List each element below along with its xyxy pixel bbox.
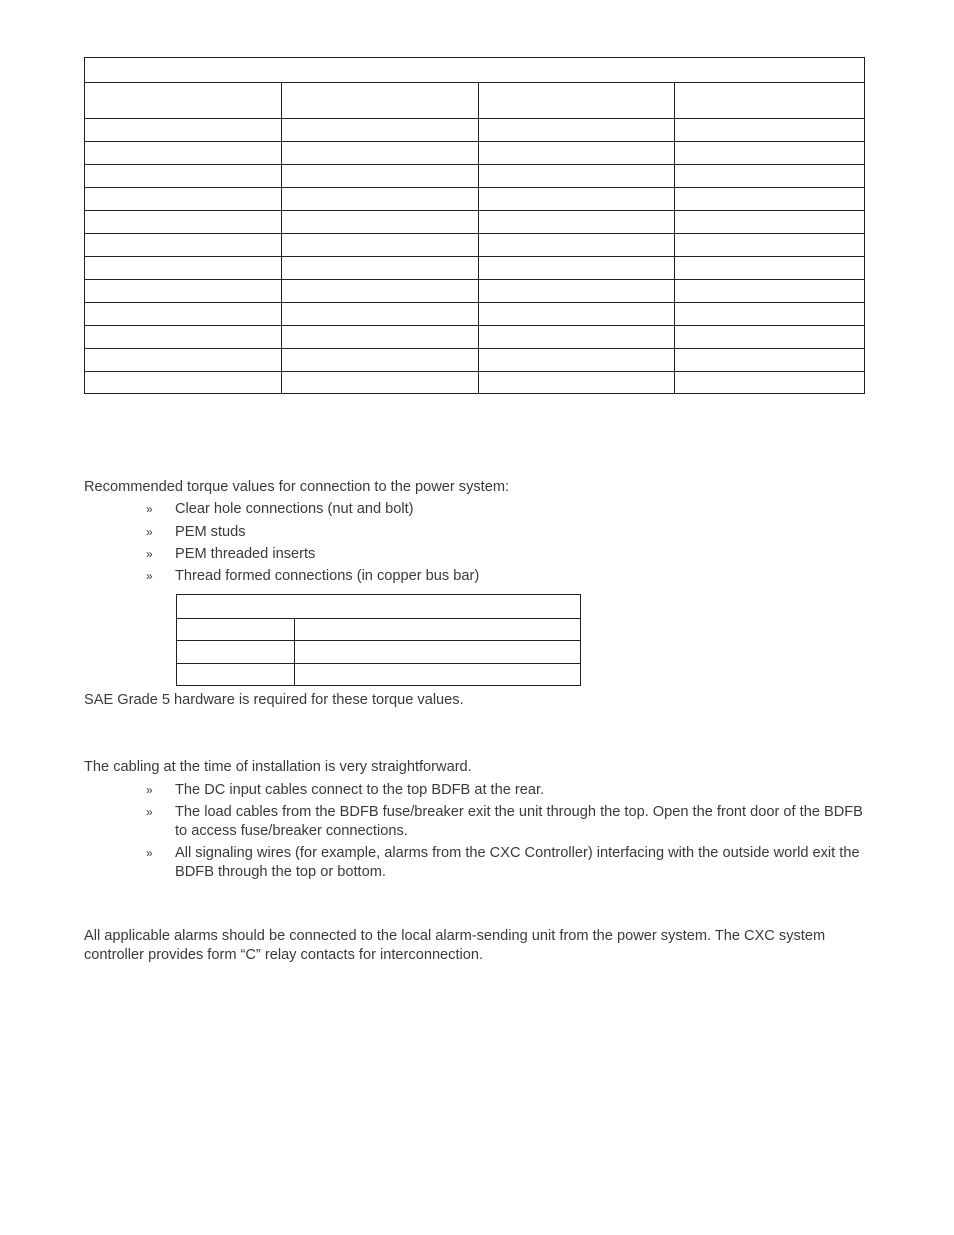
table-title-cell	[85, 58, 865, 83]
table-row	[85, 257, 865, 280]
hardware-note: SAE Grade 5 hardware is required for these torque values.	[84, 692, 464, 708]
table-row	[177, 664, 581, 686]
table-row	[177, 641, 581, 664]
torque-intro: Recommended torque values for connection to the power system:	[84, 479, 510, 495]
alarm-paragraph: All applicable alarms should be connected to the local alarm-sending unit from the power system. The CXC system controller provides form “C” relay contacts for interconnection.	[84, 928, 826, 963]
table-row	[85, 372, 865, 394]
specifications-table	[84, 57, 865, 394]
table-row	[85, 211, 865, 234]
table-row	[85, 326, 865, 349]
table-row	[85, 119, 865, 142]
bullet-icon: »	[146, 547, 153, 561]
cabling-intro: The cabling at the time of installation is very straightforward.	[84, 759, 472, 775]
table-row	[85, 280, 865, 303]
table-row	[85, 234, 865, 257]
table-row	[85, 303, 865, 326]
table-row	[85, 142, 865, 165]
bullet-icon: »	[146, 783, 153, 797]
bullet-icon: »	[146, 846, 153, 860]
table-title-row	[85, 58, 865, 83]
torque-table	[176, 594, 581, 686]
bullet-icon: »	[146, 805, 153, 819]
table-title-row	[177, 595, 581, 619]
table-row	[85, 188, 865, 211]
bullet-icon: »	[146, 502, 153, 516]
table-row	[177, 619, 581, 641]
table-row	[85, 165, 865, 188]
bullet-icon: »	[146, 569, 153, 583]
bullet-icon: »	[146, 525, 153, 539]
table-row	[85, 349, 865, 372]
table-header-row	[85, 83, 865, 119]
